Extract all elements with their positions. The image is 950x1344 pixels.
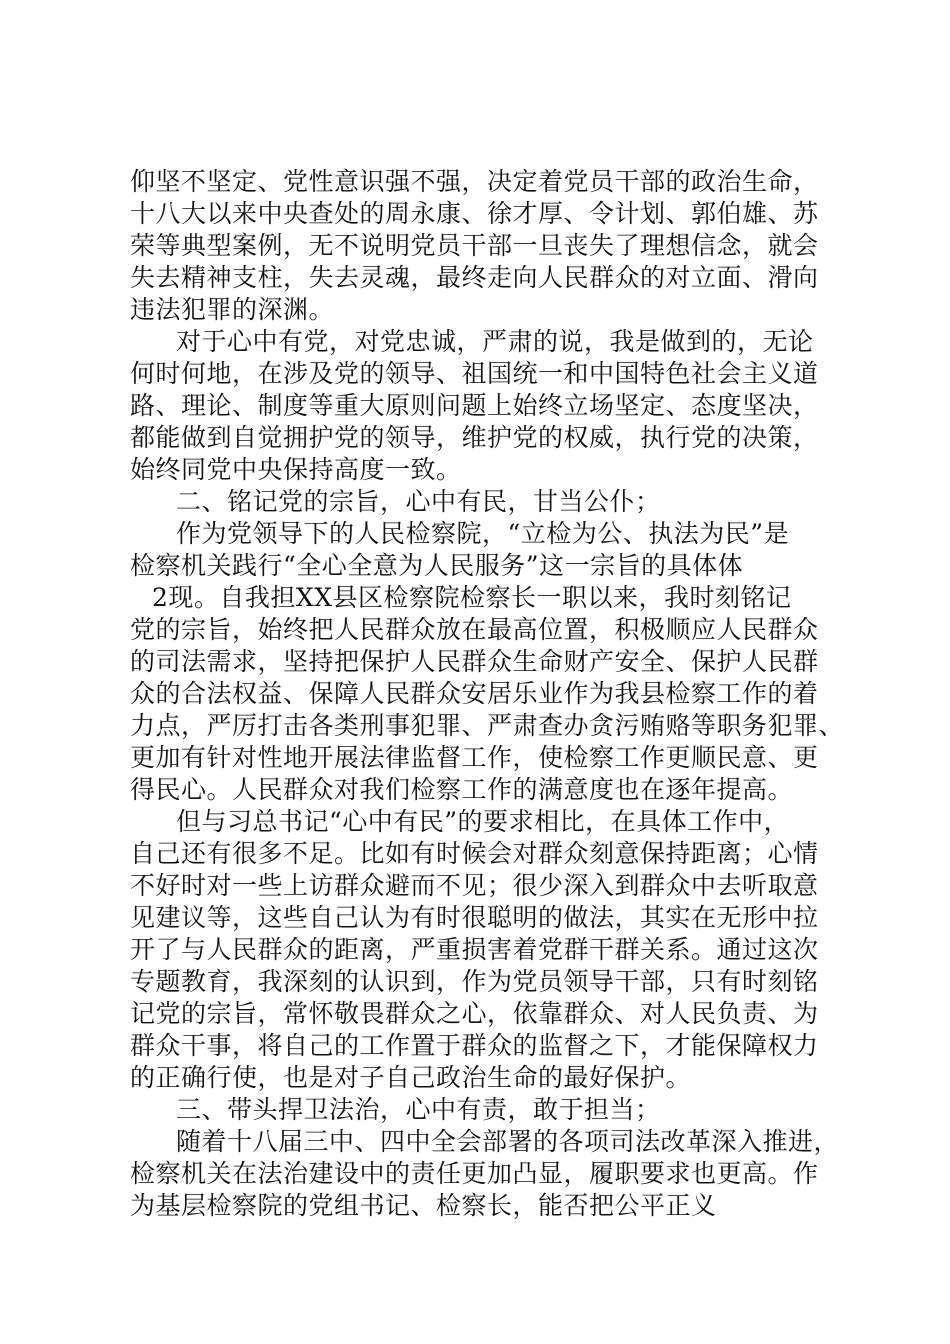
text-line: 检察机关践行“全心全意为人民服务”这一宗旨的具体体 (130, 551, 744, 580)
text-line: 见建议等，这些自己认为有时很聪明的做法，其实在无形中拉 (130, 903, 819, 932)
section-heading: 三、带头捍卫法治，心中有责，敢于担当； (176, 1095, 661, 1124)
text-line: 专题教育，我深刻的认识到，作为党员领导干部，只有时刻铭 (130, 967, 819, 996)
text-line: 不好时对一些上访群众避而不见；很少深入到群众中去听取意 (130, 871, 819, 900)
text-line: 检察机关在法治建设中的责任更加凸显，履职要求也更高。作 (130, 1159, 819, 1188)
text-line: 众的合法权益、保障人民群众安居乐业作为我县检察工作的着 (130, 679, 819, 708)
text-line: 违法犯罪的深渊。 (130, 295, 335, 324)
text-line: 始终同党中央保持高度一致。 (130, 455, 462, 484)
text-line: 群众干事，将自己的工作置于群众的监督之下，才能保障权力 (130, 1031, 819, 1060)
text-line: 何时何地，在涉及党的领导、祖国统一和中国特色社会主义道 (130, 359, 819, 388)
text-line: 十八大以来中央查处的周永康、徐才厚、令计划、郭伯雄、苏 (130, 199, 819, 228)
text-line: 仰坚不坚定、党性意识强不强，决定着党员干部的政治生命， (130, 167, 819, 196)
document-body (130, 166, 860, 1222)
text-line: 自己还有很多不足。比如有时候会对群众刻意保持距离；心情 (130, 839, 819, 868)
text-line: 开了与人民群众的距离，严重损害着党群干群关系。通过这次 (130, 935, 819, 964)
text-line: 力点，严厉打击各类刑事犯罪、严肃查办贪污贿赂等职务犯罪、 (130, 711, 845, 740)
text-line: 的司法需求，坚持把保护人民群众生命财产安全、保护人民群 (130, 647, 819, 676)
text-line: 得民心。人民群众对我们检察工作的满意度也在逐年提高。 (130, 775, 794, 804)
text-line: 但与习总书记“心中有民”的要求相比，在具体工作中， (176, 807, 790, 836)
text-line: 更加有针对性地开展法律监督工作，使检察工作更顺民意、更 (130, 743, 819, 772)
text-line: 为基层检察院的党组书记、检察长，能否把公平正义 (130, 1191, 717, 1220)
text-line: 路、理论、制度等重大原则问题上始终立场坚定、态度坚决， (130, 391, 819, 420)
text-line: 记党的宗旨，常怀敬畏群众之心，依靠群众、对人民负责、为 (130, 999, 819, 1028)
text-line: 荣等典型案例，无不说明党员干部一旦丧失了理想信念，就会 (130, 231, 819, 260)
text-line: 失去精神支柱，失去灵魂，最终走向人民群众的对立面、滑向 (130, 263, 819, 292)
text-line: 的正确行使，也是对子自己政治生命的最好保护。 (130, 1063, 692, 1092)
section-heading: 二、铭记党的宗旨，心中有民，甘当公仆； (176, 487, 661, 516)
text-line: 对于心中有党，对党忠诚，严肃的说，我是做到的，无论 (176, 327, 814, 356)
text-line: 随着十八届三中、四中全会部署的各项司法改革深入推进， (176, 1127, 840, 1156)
text-line: 2现。自我担XX县区检察院检察长一职以来，我时刻铭记 (152, 583, 792, 612)
text-line: 作为党领导下的人民检察院，“立检为公、执法为民”是 (176, 519, 790, 548)
text-line: 都能做到自觉拥护党的领导，维护党的权威，执行党的决策， (130, 423, 819, 452)
text-line: 党的宗旨，始终把人民群众放在最高位置，积极顺应人民群众 (130, 615, 819, 644)
